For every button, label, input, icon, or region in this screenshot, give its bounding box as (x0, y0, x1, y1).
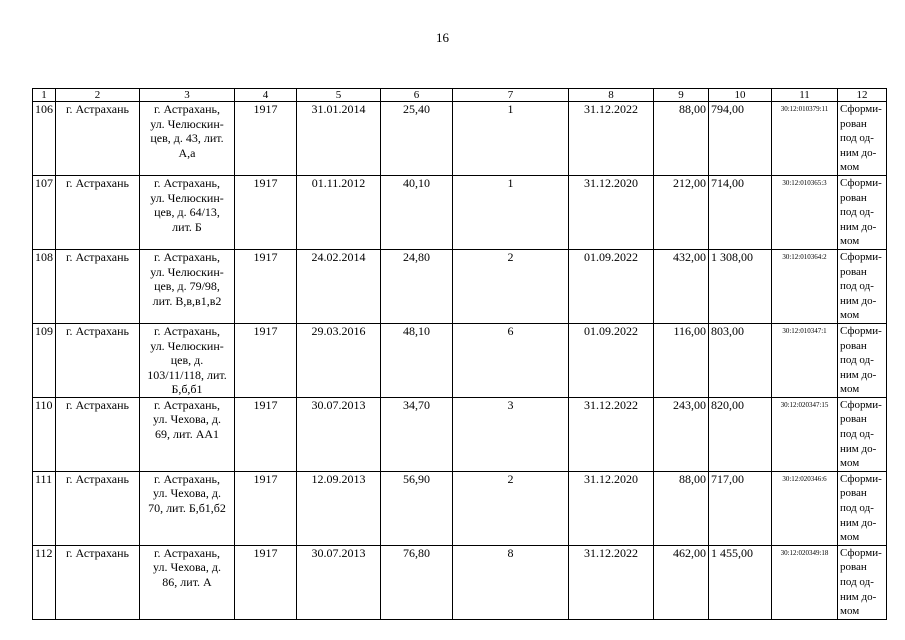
column-header: 12 (838, 89, 887, 102)
until-date-cell-text: 31.12.2022 (584, 545, 638, 560)
value9-cell-text: 462,00 (673, 545, 706, 560)
note-cell-line: под од- (840, 502, 874, 515)
address-cell-line: ул. Челюскин- (150, 116, 224, 131)
city-cell (56, 323, 140, 397)
cadastral-number-cell (772, 545, 838, 619)
note-cell-line: мом (840, 161, 860, 174)
value9-cell (654, 397, 709, 471)
city-cell (56, 397, 140, 471)
date-cell (297, 175, 381, 249)
until-date-cell-text: 01.09.2022 (584, 249, 638, 264)
year-cell-text: 1917 (253, 471, 278, 486)
note-cell-line: Сформи- (840, 398, 882, 411)
note-cell-line: рован (840, 561, 867, 574)
note-cell-line: Сформи- (840, 546, 882, 559)
note-cell-line: под од- (840, 428, 874, 441)
date-cell-text: 29.03.2016 (311, 323, 366, 338)
address-cell (140, 102, 235, 176)
address-cell (140, 471, 235, 545)
year-cell (235, 397, 297, 471)
address-cell-line: г. Астрахань, (153, 323, 221, 338)
table-header (33, 89, 887, 102)
area-cell-text: 25,40 (403, 102, 430, 116)
note-cell-line: рован (840, 339, 867, 352)
cadastral-number-cell (772, 471, 838, 545)
city-cell (56, 545, 140, 619)
address-cell-line: ул. Чехова, д. (153, 412, 221, 427)
year-cell (235, 545, 297, 619)
area-cell-text: 24,80 (403, 249, 430, 264)
date-cell-text: 30.07.2013 (311, 397, 366, 412)
until-date-cell (569, 397, 654, 471)
address-cell-line: 86, лит. А (162, 575, 212, 589)
note-cell-line: Сформи- (840, 176, 882, 189)
city-cell-text: г. Астрахань (65, 102, 130, 116)
note-cell-line: рован (840, 117, 867, 130)
count-cell-text: 8 (507, 545, 514, 560)
note-cell-line: под од- (840, 206, 874, 219)
note-cell-line: ним до- (840, 442, 877, 455)
address-cell-line: г. Астрахань, (153, 175, 221, 190)
value10-cell-text: 820,00 (711, 397, 744, 412)
until-date-cell (569, 175, 654, 249)
area-cell-text: 56,90 (403, 471, 430, 486)
date-cell-text: 12.09.2013 (311, 471, 366, 486)
area-cell (381, 175, 453, 249)
note-cell-line: рован (840, 487, 867, 500)
count-cell (453, 102, 569, 176)
note-cell-line: мом (840, 605, 860, 618)
count-cell (453, 249, 569, 323)
count-cell-text: 1 (507, 175, 514, 190)
area-cell (381, 471, 453, 545)
cadastral-number-cell-text: 30:12:010365:3 (782, 178, 827, 187)
column-header: 1 (33, 89, 56, 102)
count-cell-text: 2 (507, 471, 514, 486)
date-cell (297, 102, 381, 176)
address-cell-line: г. Астрахань, (153, 102, 221, 116)
count-cell-text: 6 (507, 323, 514, 338)
value10-cell (709, 323, 772, 397)
address-cell-line: А,а (178, 145, 196, 160)
address-cell-line: г. Астрахань, (153, 397, 221, 412)
note-cell-line: под од- (840, 354, 874, 367)
area-cell-text: 48,10 (403, 323, 430, 338)
column-header: 8 (569, 89, 654, 102)
value9-cell-text: 432,00 (673, 249, 706, 264)
count-cell-text: 1 (507, 102, 514, 116)
table-row (33, 102, 887, 176)
year-cell-text: 1917 (253, 102, 278, 116)
value10-cell-text: 1 455,00 (711, 545, 753, 560)
year-cell-text: 1917 (253, 323, 278, 338)
value10-cell (709, 545, 772, 619)
value10-cell-text: 794,00 (711, 102, 744, 116)
address-cell-line: 70, лит. Б,б1,б2 (148, 501, 226, 516)
address-cell-line: 103/11/118, лит. (147, 367, 227, 382)
row-number-text: 112 (35, 545, 53, 560)
note-cell-line: мом (840, 531, 860, 544)
column-number-row (33, 89, 887, 102)
value9-cell-text: 116,00 (673, 323, 706, 338)
cadastral-number-cell (772, 249, 838, 323)
year-cell-text: 1917 (253, 397, 278, 412)
note-cell (838, 397, 887, 471)
city-cell (56, 175, 140, 249)
registry-table (32, 88, 887, 620)
area-cell-text: 34,70 (403, 397, 430, 412)
row-number-text: 111 (35, 471, 53, 486)
count-cell (453, 397, 569, 471)
address-cell-line: ул. Чехова, д. (153, 560, 221, 575)
address-cell (140, 323, 235, 397)
note-cell-line: мом (840, 457, 860, 470)
note-cell-line: под од- (840, 280, 874, 293)
count-cell-text: 2 (507, 249, 514, 264)
column-header: 10 (709, 89, 772, 102)
year-cell (235, 471, 297, 545)
city-cell-text: г. Астрахань (65, 397, 130, 412)
year-cell (235, 323, 297, 397)
page-number: 16 (436, 30, 449, 45)
until-date-cell-text: 01.09.2022 (584, 323, 638, 338)
city-cell-text: г. Астрахань (65, 471, 130, 486)
value9-cell-text: 212,00 (673, 175, 706, 190)
row-number (33, 545, 56, 619)
city-cell-text: г. Астрахань (65, 249, 130, 264)
note-cell-line: мом (840, 235, 860, 248)
value10-cell (709, 471, 772, 545)
column-header: 5 (297, 89, 381, 102)
cadastral-number-cell-text: 30:12:020347:15 (780, 400, 829, 409)
until-date-cell (569, 471, 654, 545)
address-cell-line: Б,б,б1 (171, 382, 203, 397)
note-cell-line: Сформи- (840, 472, 882, 485)
note-cell-line: под од- (840, 576, 874, 588)
note-cell-line: рован (840, 265, 867, 278)
address-cell-line: ул. Чехова, д. (153, 486, 221, 501)
date-cell-text: 01.11.2012 (311, 175, 366, 190)
address-cell-line: лит. Б (172, 219, 202, 234)
row-number (33, 323, 56, 397)
value10-cell-text: 803,00 (711, 323, 744, 338)
note-cell-line: рован (840, 191, 867, 204)
cadastral-number-cell-text: 30:12:010379:11 (780, 105, 829, 113)
until-date-cell-text: 31.12.2022 (584, 102, 638, 116)
column-header: 2 (56, 89, 140, 102)
value10-cell-text: 714,00 (711, 175, 744, 190)
address-cell-line: ул. Челюскин- (150, 338, 224, 353)
address-cell-line: ул. Челюскин- (150, 190, 224, 205)
value9-cell (654, 323, 709, 397)
address-cell-line: г. Астрахань, (153, 249, 221, 264)
address-cell-line: цев, д. 64/13, (154, 205, 220, 220)
value10-cell (709, 397, 772, 471)
count-cell (453, 175, 569, 249)
row-number-text: 106 (35, 102, 53, 116)
address-cell-line: г. Астрахань, (153, 545, 221, 560)
address-cell (140, 175, 235, 249)
cadastral-number-cell (772, 102, 838, 176)
area-cell (381, 545, 453, 619)
note-cell-line: ним до- (840, 294, 877, 307)
address-cell-line: цев, д. 43, лит. (150, 131, 224, 146)
until-date-cell (569, 545, 654, 619)
year-cell-text: 1917 (253, 545, 278, 560)
address-cell-line: 69, лит. АА1 (154, 427, 220, 442)
note-cell (838, 102, 887, 176)
year-cell-text: 1917 (253, 249, 278, 264)
note-cell-line: рован (840, 413, 867, 426)
note-cell-line: ним до- (840, 590, 877, 603)
address-cell-line: ул. Челюскин- (150, 264, 224, 279)
value9-cell (654, 175, 709, 249)
value9-cell (654, 249, 709, 323)
area-cell (381, 323, 453, 397)
note-cell-line: мом (840, 309, 860, 322)
column-header: 4 (235, 89, 297, 102)
column-header: 6 (381, 89, 453, 102)
value9-cell (654, 471, 709, 545)
cadastral-number-cell-text: 30:12:010364:2 (782, 252, 827, 261)
table-body (33, 102, 887, 620)
address-cell (140, 397, 235, 471)
address-cell-line: лит. В,в,в1,в2 (152, 293, 222, 308)
city-cell-text: г. Астрахань (65, 545, 130, 560)
count-cell (453, 545, 569, 619)
row-number-text: 110 (35, 397, 53, 412)
note-cell-line: ним до- (840, 516, 877, 529)
note-cell-line: Сформи- (840, 103, 882, 115)
table-row (33, 175, 887, 249)
until-date-cell-text: 31.12.2020 (584, 175, 638, 190)
date-cell (297, 249, 381, 323)
city-cell (56, 102, 140, 176)
city-cell (56, 249, 140, 323)
table-row (33, 545, 887, 619)
value9-cell-text: 88,00 (679, 471, 706, 486)
city-cell (56, 471, 140, 545)
cadastral-number-cell (772, 323, 838, 397)
date-cell (297, 471, 381, 545)
address-cell (140, 249, 235, 323)
row-number-text: 107 (35, 175, 53, 190)
column-header: 3 (140, 89, 235, 102)
address-cell-line: цев, д. (170, 353, 204, 368)
column-header: 7 (453, 89, 569, 102)
note-cell (838, 545, 887, 619)
value10-cell-text: 717,00 (711, 471, 744, 486)
year-cell (235, 249, 297, 323)
value9-cell (654, 102, 709, 176)
table-row (33, 397, 887, 471)
date-cell (297, 323, 381, 397)
area-cell-text: 76,80 (403, 545, 430, 560)
column-header: 9 (654, 89, 709, 102)
count-cell (453, 323, 569, 397)
note-cell-line: ним до- (840, 146, 877, 159)
area-cell (381, 249, 453, 323)
column-header: 11 (772, 89, 838, 102)
value10-cell (709, 102, 772, 176)
note-cell (838, 323, 887, 397)
cadastral-number-cell-text: 30:12:020346:6 (782, 474, 827, 483)
count-cell-text: 3 (507, 397, 514, 412)
value10-cell-text: 1 308,00 (711, 249, 753, 264)
count-cell (453, 471, 569, 545)
address-cell-line: г. Астрахань, (153, 471, 221, 486)
value10-cell (709, 175, 772, 249)
date-cell (297, 545, 381, 619)
row-number (33, 249, 56, 323)
cadastral-number-cell (772, 397, 838, 471)
note-cell-line: под од- (840, 132, 874, 145)
address-cell (140, 545, 235, 619)
row-number (33, 102, 56, 176)
until-date-cell (569, 102, 654, 176)
until-date-cell-text: 31.12.2022 (584, 397, 638, 412)
row-number-text: 109 (35, 323, 53, 338)
note-cell-line: ним до- (840, 220, 877, 233)
date-cell (297, 397, 381, 471)
value10-cell (709, 249, 772, 323)
date-cell-text: 30.07.2013 (311, 545, 366, 560)
note-cell-line: ним до- (840, 368, 877, 381)
date-cell-text: 24.02.2014 (311, 249, 366, 264)
note-cell (838, 471, 887, 545)
year-cell (235, 175, 297, 249)
year-cell-text: 1917 (253, 175, 278, 190)
until-date-cell-text: 31.12.2020 (584, 471, 638, 486)
row-number (33, 397, 56, 471)
value9-cell-text: 243,00 (673, 397, 706, 412)
note-cell (838, 175, 887, 249)
year-cell (235, 102, 297, 176)
table-row (33, 471, 887, 545)
cadastral-number-cell (772, 175, 838, 249)
area-cell-text: 40,10 (403, 175, 430, 190)
row-number (33, 175, 56, 249)
note-cell (838, 249, 887, 323)
note-cell-line: Сформи- (840, 250, 882, 263)
note-cell-line: Сформи- (840, 324, 882, 337)
cadastral-number-cell-text: 30:12:010347:1 (782, 326, 827, 335)
date-cell-text: 31.01.2014 (311, 102, 366, 116)
city-cell-text: г. Астрахань (65, 175, 130, 190)
address-cell-line: цев, д. 79/98, (154, 279, 220, 294)
table-row (33, 249, 887, 323)
value9-cell-text: 88,00 (679, 102, 706, 116)
area-cell (381, 102, 453, 176)
city-cell-text: г. Астрахань (65, 323, 130, 338)
until-date-cell (569, 249, 654, 323)
value9-cell (654, 545, 709, 619)
area-cell (381, 397, 453, 471)
cadastral-number-cell-text: 30:12:020349:18 (780, 548, 829, 557)
row-number-text: 108 (35, 249, 53, 264)
table-row (33, 323, 887, 397)
note-cell-line: мом (840, 383, 860, 396)
row-number (33, 471, 56, 545)
until-date-cell (569, 323, 654, 397)
